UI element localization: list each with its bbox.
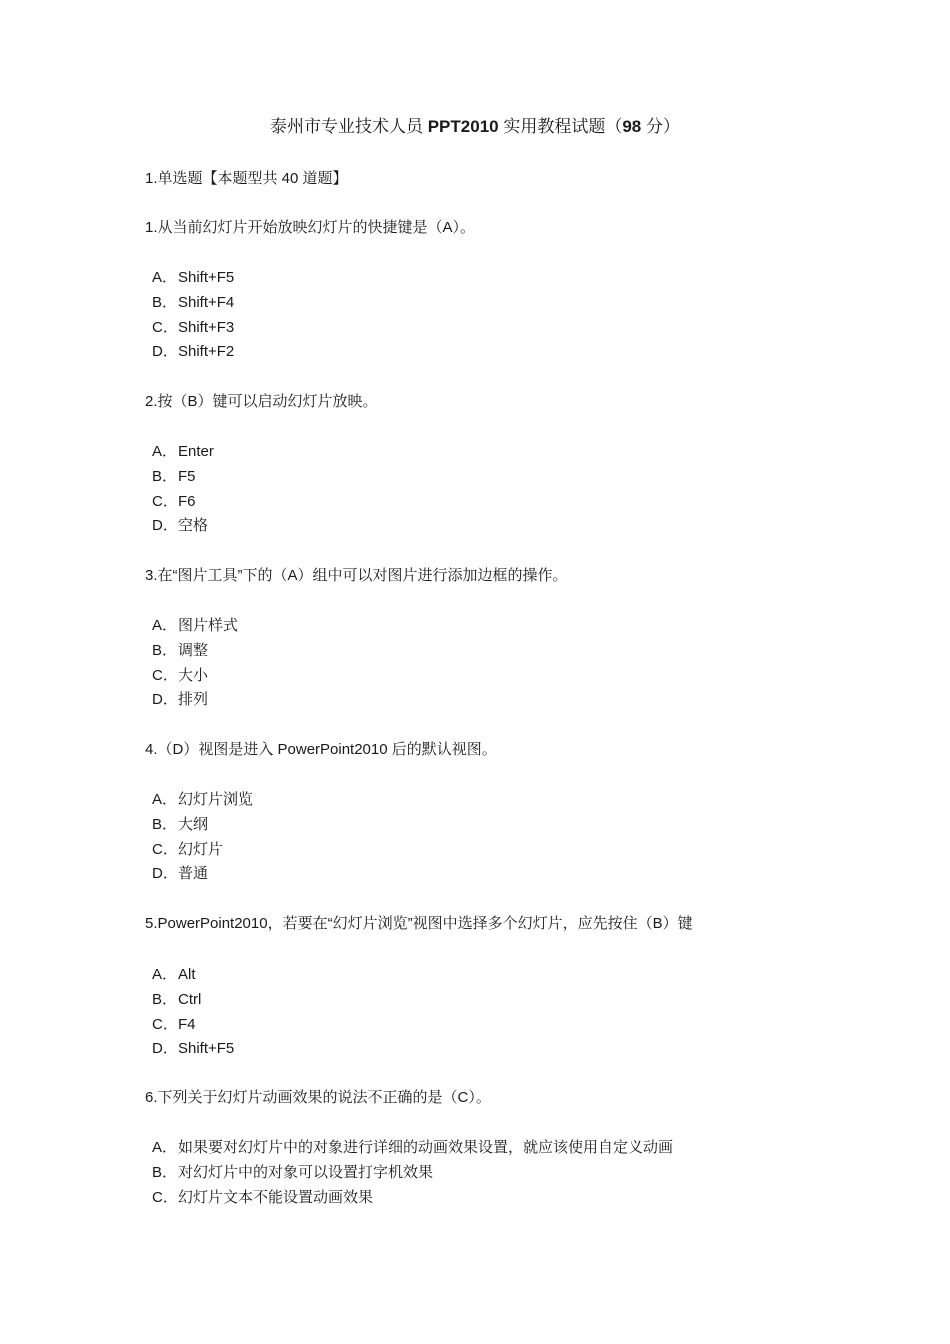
option-letter: A． <box>152 791 178 808</box>
option <box>152 838 253 863</box>
option-text: Shift+F3 <box>178 318 235 336</box>
option <box>152 664 238 689</box>
question-2-options <box>152 440 214 539</box>
page-title <box>0 115 950 139</box>
option-text: 普通 <box>178 865 209 883</box>
option-letter: B． <box>152 293 178 311</box>
option-letter: A． <box>152 966 178 983</box>
option <box>152 291 234 316</box>
option-text: 调整 <box>178 641 209 659</box>
option-letter: D． <box>152 343 178 361</box>
option-letter: B． <box>152 815 178 833</box>
title-prefix: 泰州市专业技术人员 <box>269 117 428 136</box>
option-letter: C． <box>152 1015 178 1033</box>
option <box>152 813 253 838</box>
option <box>152 862 253 887</box>
section-heading: 1.单选题【本题型共 40 道题】 <box>145 170 348 187</box>
option-letter: D． <box>152 691 178 709</box>
title-suffix: 分） <box>641 117 680 136</box>
question-4: 4.（D）视图是进入 PowerPoint2010 后的默认视图。 <box>145 741 497 758</box>
option-letter: D． <box>152 517 178 535</box>
option <box>152 1013 234 1038</box>
question-5-options <box>152 963 234 1062</box>
option-letter: C． <box>152 318 178 336</box>
option-letter: B． <box>152 641 178 659</box>
option-letter: A． <box>152 269 178 286</box>
question-6: 6.下列关于幻灯片动画效果的说法不正确的是（C）。 <box>145 1089 491 1106</box>
title-bold-score: 98 <box>622 117 642 136</box>
option <box>152 1037 234 1062</box>
question-1-options <box>152 266 234 365</box>
option <box>152 614 238 639</box>
title-bold-ppt: PPT2010 <box>427 117 499 136</box>
option-text: 图片样式 <box>178 617 239 634</box>
option <box>152 440 214 465</box>
option-text: Shift+F5 <box>178 1040 235 1058</box>
option-text: 排列 <box>178 691 209 709</box>
option <box>152 465 214 490</box>
option-text: Alt <box>178 966 196 983</box>
title-middle: 实用教程试题（ <box>498 117 623 136</box>
option-letter: D． <box>152 1040 178 1058</box>
option-letter: B． <box>152 1163 178 1181</box>
option-text: Shift+F5 <box>178 269 235 286</box>
option-text: 大小 <box>178 666 209 684</box>
option <box>152 639 238 664</box>
option-letter: C． <box>152 1188 178 1206</box>
option <box>152 1136 673 1161</box>
option-text: F6 <box>178 492 196 510</box>
question-3-options <box>152 614 238 713</box>
option-text: 幻灯片浏览 <box>178 791 254 808</box>
question-3: 3.在“图片工具”下的（A）组中可以对图片进行添加边框的操作。 <box>145 567 568 584</box>
option-text: Shift+F2 <box>178 343 235 361</box>
question-4-options <box>152 788 253 887</box>
option-text: Shift+F4 <box>178 293 235 311</box>
option <box>152 490 214 515</box>
option <box>152 1186 673 1211</box>
option-text: 对幻灯片中的对象可以设置打字机效果 <box>178 1163 434 1181</box>
option-text: Enter <box>178 443 214 460</box>
question-6-options <box>152 1136 673 1210</box>
option-letter: C． <box>152 492 178 510</box>
option-letter: C． <box>152 840 178 858</box>
option-letter: A． <box>152 443 178 460</box>
option <box>152 988 234 1013</box>
option <box>152 266 234 291</box>
option <box>152 514 214 539</box>
option-letter: D． <box>152 865 178 883</box>
option-letter: A． <box>152 1139 178 1156</box>
option <box>152 1161 673 1186</box>
question-1: 1.从当前幻灯片开始放映幻灯片的快捷键是（A）。 <box>145 219 476 236</box>
option-text: 如果要对幻灯片中的对象进行详细的动画效果设置，就应该使用自定义动画 <box>178 1139 674 1156</box>
option <box>152 340 234 365</box>
option-text: 幻灯片 <box>178 840 224 858</box>
option-text: F5 <box>178 467 196 485</box>
option-text: 空格 <box>178 517 209 535</box>
option-letter: A． <box>152 617 178 634</box>
option-text: 幻灯片文本不能设置动画效果 <box>178 1188 374 1206</box>
option <box>152 963 234 988</box>
option <box>152 316 234 341</box>
question-2: 2.按（B）键可以启动幻灯片放映。 <box>145 393 378 410</box>
option-text: 大纲 <box>178 815 209 833</box>
option-letter: B． <box>152 467 178 485</box>
question-5: 5.PowerPoint2010，若要在“幻灯片浏览”视图中选择多个幻灯片，应先按住（B）键 <box>145 915 693 932</box>
option-text: Ctrl <box>178 990 202 1008</box>
option <box>152 788 253 813</box>
option-letter: C． <box>152 666 178 684</box>
option <box>152 688 238 713</box>
option-letter: B． <box>152 990 178 1008</box>
option-text: F4 <box>178 1015 196 1033</box>
